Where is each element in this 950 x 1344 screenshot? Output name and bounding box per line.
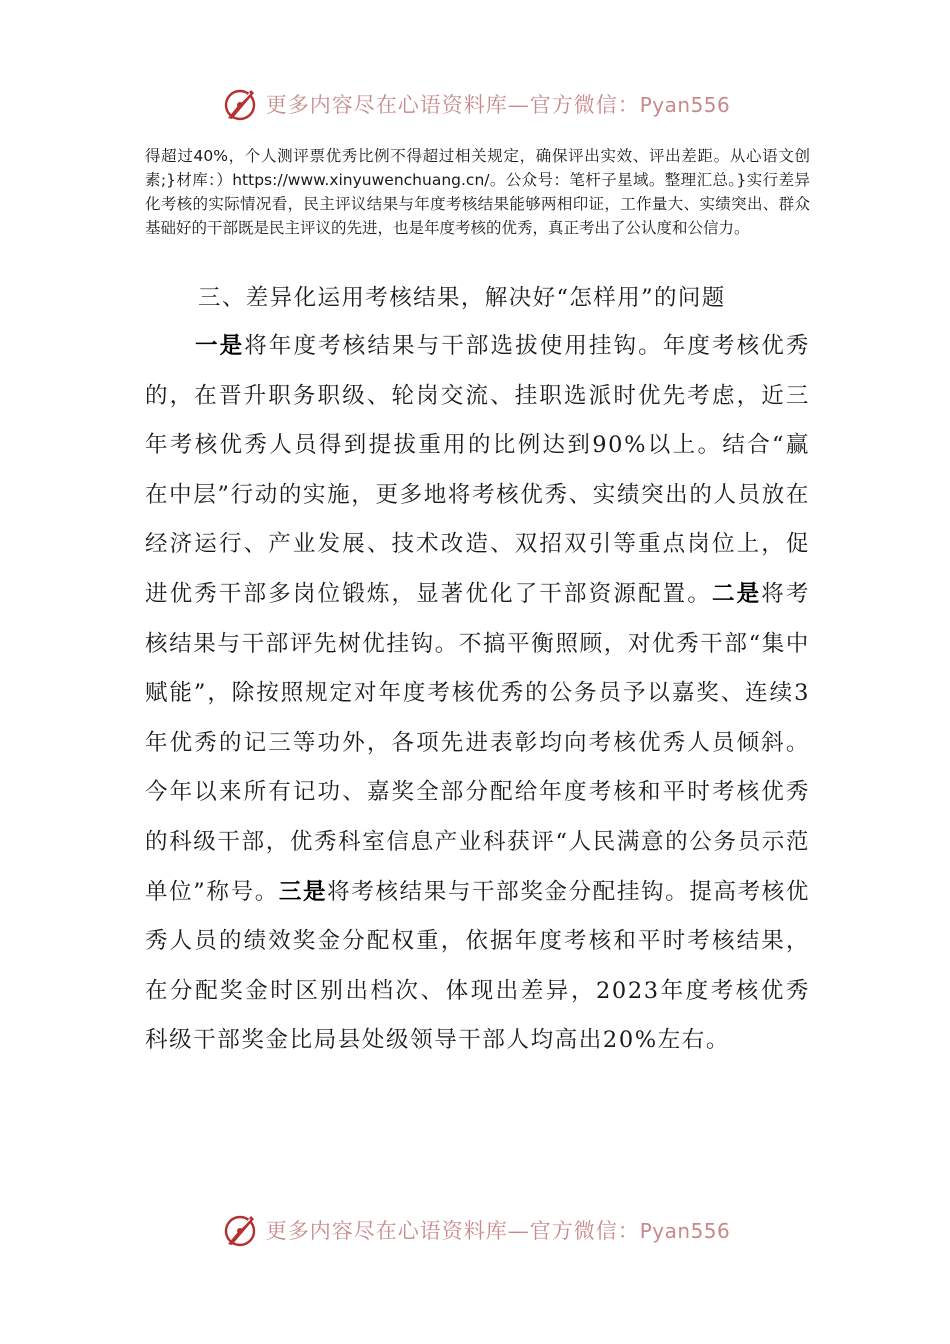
quill-pen-circle-icon: [220, 84, 260, 124]
watermark-banner-top: [0, 84, 950, 124]
lead-point-2: 二是: [711, 580, 762, 607]
lead-point-3: 三是: [278, 878, 328, 905]
watermark-text: 更多内容尽在心语资料库—官方微信：Pyan556: [265, 1219, 731, 1243]
wechat-id: Pyan556: [639, 1219, 731, 1243]
point-1-text: 将年度考核结果与干部选拔使用挂钩。年度考核优秀的，在晋升职务职级、轮岗交流、挂职选派时优先考虑，近三年考核优秀人员得到提拔重用的比例达到90%以上。结合“赢在中层”行动的实施，更多地将考核优秀、实绩突出的人员放在经济运行、产业发展、技术改造、双招双引等重点岗位上，促进优秀干部多岗位锻炼，显著优化了干部资源配置。: [145, 333, 810, 607]
section-heading: 三、差异化运用考核结果，解决好“怎样用”的问题: [198, 285, 726, 311]
point-3-text: 将考核结果与干部奖金分配挂钩。提高考核优秀人员的绩效奖金分配权重，依据年度考核和平时考核结果，在分配奖金时区别出档次、体现出差异，2023年度考核优秀科级干部奖金比局县处级领导干部人均高出20%左右。: [145, 878, 810, 1054]
wechat-id: Pyan556: [639, 93, 731, 117]
watermark-banner-bottom: [0, 1210, 950, 1250]
quill-pen-circle-icon: [220, 1210, 260, 1250]
point-2-text: 将考核结果与干部评先树优挂钩。不搞平衡照顾，对优秀干部“集中赋能”，除按照规定对年度考核优秀的公务员予以嘉奖、连续3年优秀的记三等功外，各项先进表彰均向考核优秀人员倾斜。今年以来所有记功、嘉奖全部分配给年度考核和平时考核优秀的科级干部，优秀科室信息产业科获评“人民满意的公务员示范单位”称号。: [145, 580, 810, 905]
excerpt-paragraph: 得超过40%，个人测评票优秀比例不得超过相关规定，确保评出实效、评出差距。从心语文创素;}材库：）https://www.xinyuwenchuang.cn/。公众号：笔杆子星域。整理汇总。}实行差异化考核的实际情况看，民主评议结果与年度考核结果能够两相印证，工作量大、实绩突出、群众基础好的干部既是民主评议的先进，也是年度考核的优秀，真正考出了公认度和公信力。: [145, 147, 810, 237]
body-paragraph: [145, 322, 810, 1066]
lead-point-1: 一是: [195, 333, 245, 359]
watermark-text: 更多内容尽在心语资料库—官方微信：Pyan556: [265, 93, 731, 117]
